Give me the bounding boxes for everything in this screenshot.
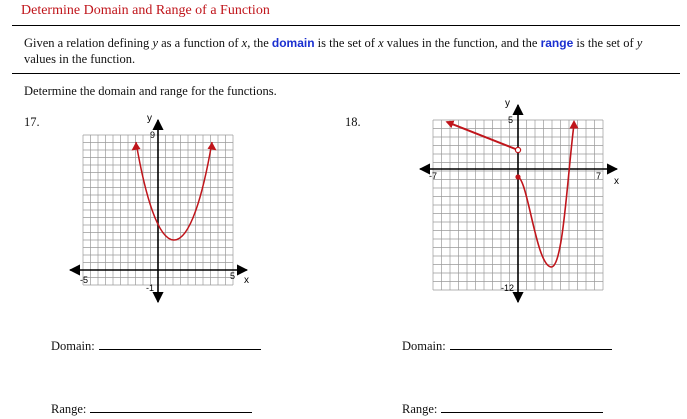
worksheet-title: Determine Domain and Range of a Function	[21, 3, 270, 18]
graph-17-xmin-label: -5	[80, 275, 89, 285]
graph-17-right-arrow	[208, 142, 217, 150]
graph-18-ymax-label: 5	[508, 115, 514, 125]
problem-18-range: Range:	[402, 400, 603, 417]
graph-17-y-label: y	[147, 113, 152, 124]
graph-18-xmin-label: -7	[429, 171, 438, 181]
graph-17-xmax-label: 5	[230, 271, 236, 281]
problem-17-number: 17.	[24, 115, 40, 129]
problem-18-domain: Domain:	[402, 337, 612, 354]
problem-17-domain-blank[interactable]	[99, 337, 261, 350]
problem-18-domain-blank[interactable]	[450, 337, 612, 350]
problem-17-range: Range:	[51, 400, 252, 417]
intro-paragraph: Given a relation defining y as a function of x, the domain is the set of x values in the function, and the range is the set of y values in the function.	[24, 36, 643, 66]
range-keyword: range	[540, 36, 574, 50]
graph-18-closed-endpoint	[515, 174, 520, 179]
problem-17-domain: Domain:	[51, 337, 261, 354]
graph-18-xmax-label: 7	[596, 171, 602, 181]
graph-17-left-arrow	[132, 142, 141, 151]
problem-17-range-blank[interactable]	[90, 400, 252, 413]
graph-18-open-endpoint	[515, 147, 520, 152]
problem-18-range-blank[interactable]	[441, 400, 603, 413]
graph-18-ymin-label: -12	[501, 283, 515, 293]
graph-17-ymax-label: 9	[150, 130, 156, 140]
graph-18-y-label: y	[505, 98, 510, 109]
graph-18	[420, 98, 619, 302]
domain-keyword: domain	[271, 36, 315, 50]
graph-18-x-label: x	[614, 176, 619, 187]
graph-17	[70, 113, 249, 302]
problem-18-number: 18.	[345, 115, 361, 129]
graph-17-x-label: x	[244, 275, 249, 286]
instructions: Determine the domain and range for the functions.	[24, 84, 277, 98]
graph-17-ymin-label: -1	[146, 283, 155, 293]
